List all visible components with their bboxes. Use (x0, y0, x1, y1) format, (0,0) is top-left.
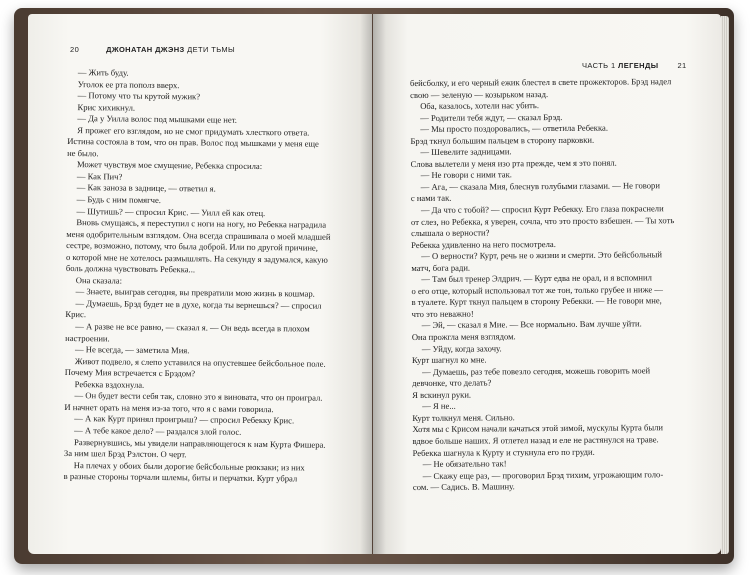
text-line: — О верности? Курт, речь не о жизни и смерти. Это бейсбольный (421, 249, 663, 262)
text-line: — Не говори с ними так. (420, 169, 512, 181)
text-line: — Мы просто поздоровались, — ответила Ребекка. (420, 122, 609, 135)
text-line: — А тебе какое дело? — раздался злой голос. (74, 425, 242, 437)
text-line: Ребекка шагнула к Курту и стукнула его по груди. (412, 446, 595, 458)
text-line: — Там был тренер Элдрич. — Курт едва не орал, и я вспомнил (421, 272, 652, 285)
text-line: Крис хихикнул. (77, 101, 136, 113)
text-line: Оба, казалось, хотели нас убить. (420, 100, 540, 112)
text-line: Слова вылетели у меня изо рта прежде, чем я это понял. (410, 157, 617, 169)
left-page-text (64, 67, 358, 486)
text-line: Вновь смущаясь, я переступил с ноги на ногу, но Ребекка наградила (76, 217, 327, 230)
text-line: — Думаешь, Брэд будет не в духе, когда ты вернешься? — спросил (75, 298, 322, 311)
running-head-part: ЧАСТЬ 1 (582, 61, 616, 70)
text-line: — Да что с тобой? — спросил Курт Ребекку. Его глаза покраснели (420, 203, 664, 215)
text-line: — Потому что ты крутой мужик? (77, 90, 201, 102)
text-line: с нами так. (410, 193, 452, 204)
text-line: — Шевелите задницами. (420, 146, 512, 158)
right-page-number: 21 (677, 61, 687, 70)
text-line: — Знаете, выиграв сегодня, вы превратили мою жизнь в кошмар. (75, 286, 315, 299)
left-page-number: 20 (70, 45, 80, 54)
text-line: в туалете. Курт ткнул пальцем в сторону Ребекки. — Не говори мне, (411, 295, 662, 308)
text-line: сестре, возможно, потому, что была доброй. Или по другой причине, (66, 240, 318, 253)
text-line: — Родители тебя ждут, — сказал Брэд. (420, 111, 563, 123)
text-line: меня одобрительным взглядом. Она всегда спрашивала о моей младшей (66, 228, 331, 242)
text-line: — Я не... (422, 401, 456, 412)
text-line: — Шутишь? — спросил Крис. — Уилл ей как отец. (76, 205, 266, 218)
text-line: от слез, но Ребекка, я уверен, сочла, что это просто взбешен. — Ты хоть (410, 214, 675, 227)
text-line: — Он будет вести себя так, словно это я виновата, что он проиграл. (74, 390, 323, 403)
page-edges (721, 16, 729, 554)
text-line: — Как заноза в заднице, — ответил я. (76, 182, 216, 195)
text-line: — Ага, — сказала Мия, блеснув голубыми глазами. — Не говори (420, 180, 660, 192)
text-line: Крис. (65, 309, 87, 320)
text-line: о его отце, который использовал тот же тон, только грубее и ниже — (411, 284, 663, 296)
text-line: о которой мне не хотелось размышлять. На секунду я задумался, какую (65, 251, 328, 265)
text-line: — А как Курт принял проигрыш? — спросил Ребекку Крис. (74, 413, 295, 426)
text-line: — Жить буду. (77, 67, 129, 78)
text-line: Хотя мы с Крисом начали качаться этой зимой, мускулы Курта были (412, 422, 664, 435)
text-line: — Скажу еще раз, — проговорил Брэд тихим, угрожающим голо- (422, 468, 664, 481)
text-line: матч, бога ради. (411, 262, 471, 273)
text-line: боль должна чувствовать Ребекка... (65, 263, 196, 275)
text-line: Она прожгла меня взглядом. (411, 331, 516, 343)
text-line: Истина состояла в том, что он прав. Волос под мышками у меня еще (67, 136, 319, 149)
text-line: девчонке, что делать? (412, 377, 492, 389)
text-line: — Будь с ним помягче. (76, 194, 162, 205)
text-line: Она сказала: (75, 274, 123, 286)
text-line: — Уйду, когда захочу. (421, 342, 502, 354)
text-line: За ним шел Брэд Рэлстон. О черт. (63, 448, 187, 460)
text-line: — Не всегда, — заметила Мия. (74, 344, 190, 356)
text-line: Курт толкнул меня. Сильно. (412, 412, 515, 423)
text-line: — Думаешь, раз тебе повезло сегодня, можешь говорить моей (422, 365, 651, 377)
text-line: в разные стороны торчали шлемы, биты и перчатки. Курт убрал (63, 471, 298, 484)
text-line: Я вскинул руки. (412, 389, 472, 400)
text-line: Я прожег его взглядом, но не смог придумать хлесткого ответа. (77, 124, 310, 138)
text-line: — А разве не все равно, — сказал я. — Он ведь всегда в плохом (75, 321, 310, 334)
text-line: — Да у Уилла волос под мышками еще нет. (77, 113, 238, 125)
running-head-book-title: ДЕТИ ТЬМЫ (187, 45, 236, 54)
text-line: настроении. (65, 332, 110, 344)
left-running-head (70, 45, 235, 54)
text-line: Живот подвело, я слепо уставился на опустевшее бейсбольное поле. (74, 355, 326, 369)
running-head-author: ДЖОНАТАН ДЖЭНЗ (106, 45, 185, 54)
text-line: Развернувшись, мы увидели направляющегося к нам Курта Фишера. (74, 436, 326, 450)
text-line: Может чувствуя мое смущение, Ребекка спросила: (76, 159, 263, 172)
right-running-head (582, 61, 687, 70)
text-line: не было. (67, 147, 99, 159)
text-line: что это неважно! (411, 308, 474, 319)
text-line: — Эй, — сказал я Мие. — Все нормально. Вам лучше уйти. (421, 318, 642, 331)
text-line: слышала о верности? (411, 227, 490, 239)
text-line: вдвое больше наших. Я отлетел назад и еле не растянулся на траве. (412, 434, 659, 446)
right-page-text (410, 76, 703, 494)
text-line: свою — зеленую — козырьком назад. (410, 88, 549, 100)
running-head-part-title: ЛЕГЕНДЫ (618, 61, 659, 70)
text-line: На плечах у обоих были дорогие бейсбольные рюкзаки; из них (73, 459, 305, 473)
text-line: сом. — Садись. В. Машину. (412, 481, 515, 493)
text-line: — Как Пич? (76, 171, 123, 182)
text-line: Ребекка вздохнула. (74, 378, 145, 390)
text-line: Почему Мия встречается с Брэдом? (64, 367, 196, 379)
text-line: Курт шагнул ко мне. (411, 354, 487, 366)
text-line: Брэд ткнул большим пальцем в сторону парковки. (410, 134, 595, 146)
text-line: И начнет орать на меня из-за того, что я с вами говорила. (64, 401, 274, 415)
text-line: бейсболку, и его черный ежик блестел в свете прожекторов. Брэд надел (410, 76, 672, 88)
text-line: — Не обязательно так! (422, 458, 507, 469)
text-line: Уголок ее рта пополз вверх. (77, 78, 180, 90)
text-line: Ребекка удивленно на него посмотрела. (411, 238, 556, 250)
